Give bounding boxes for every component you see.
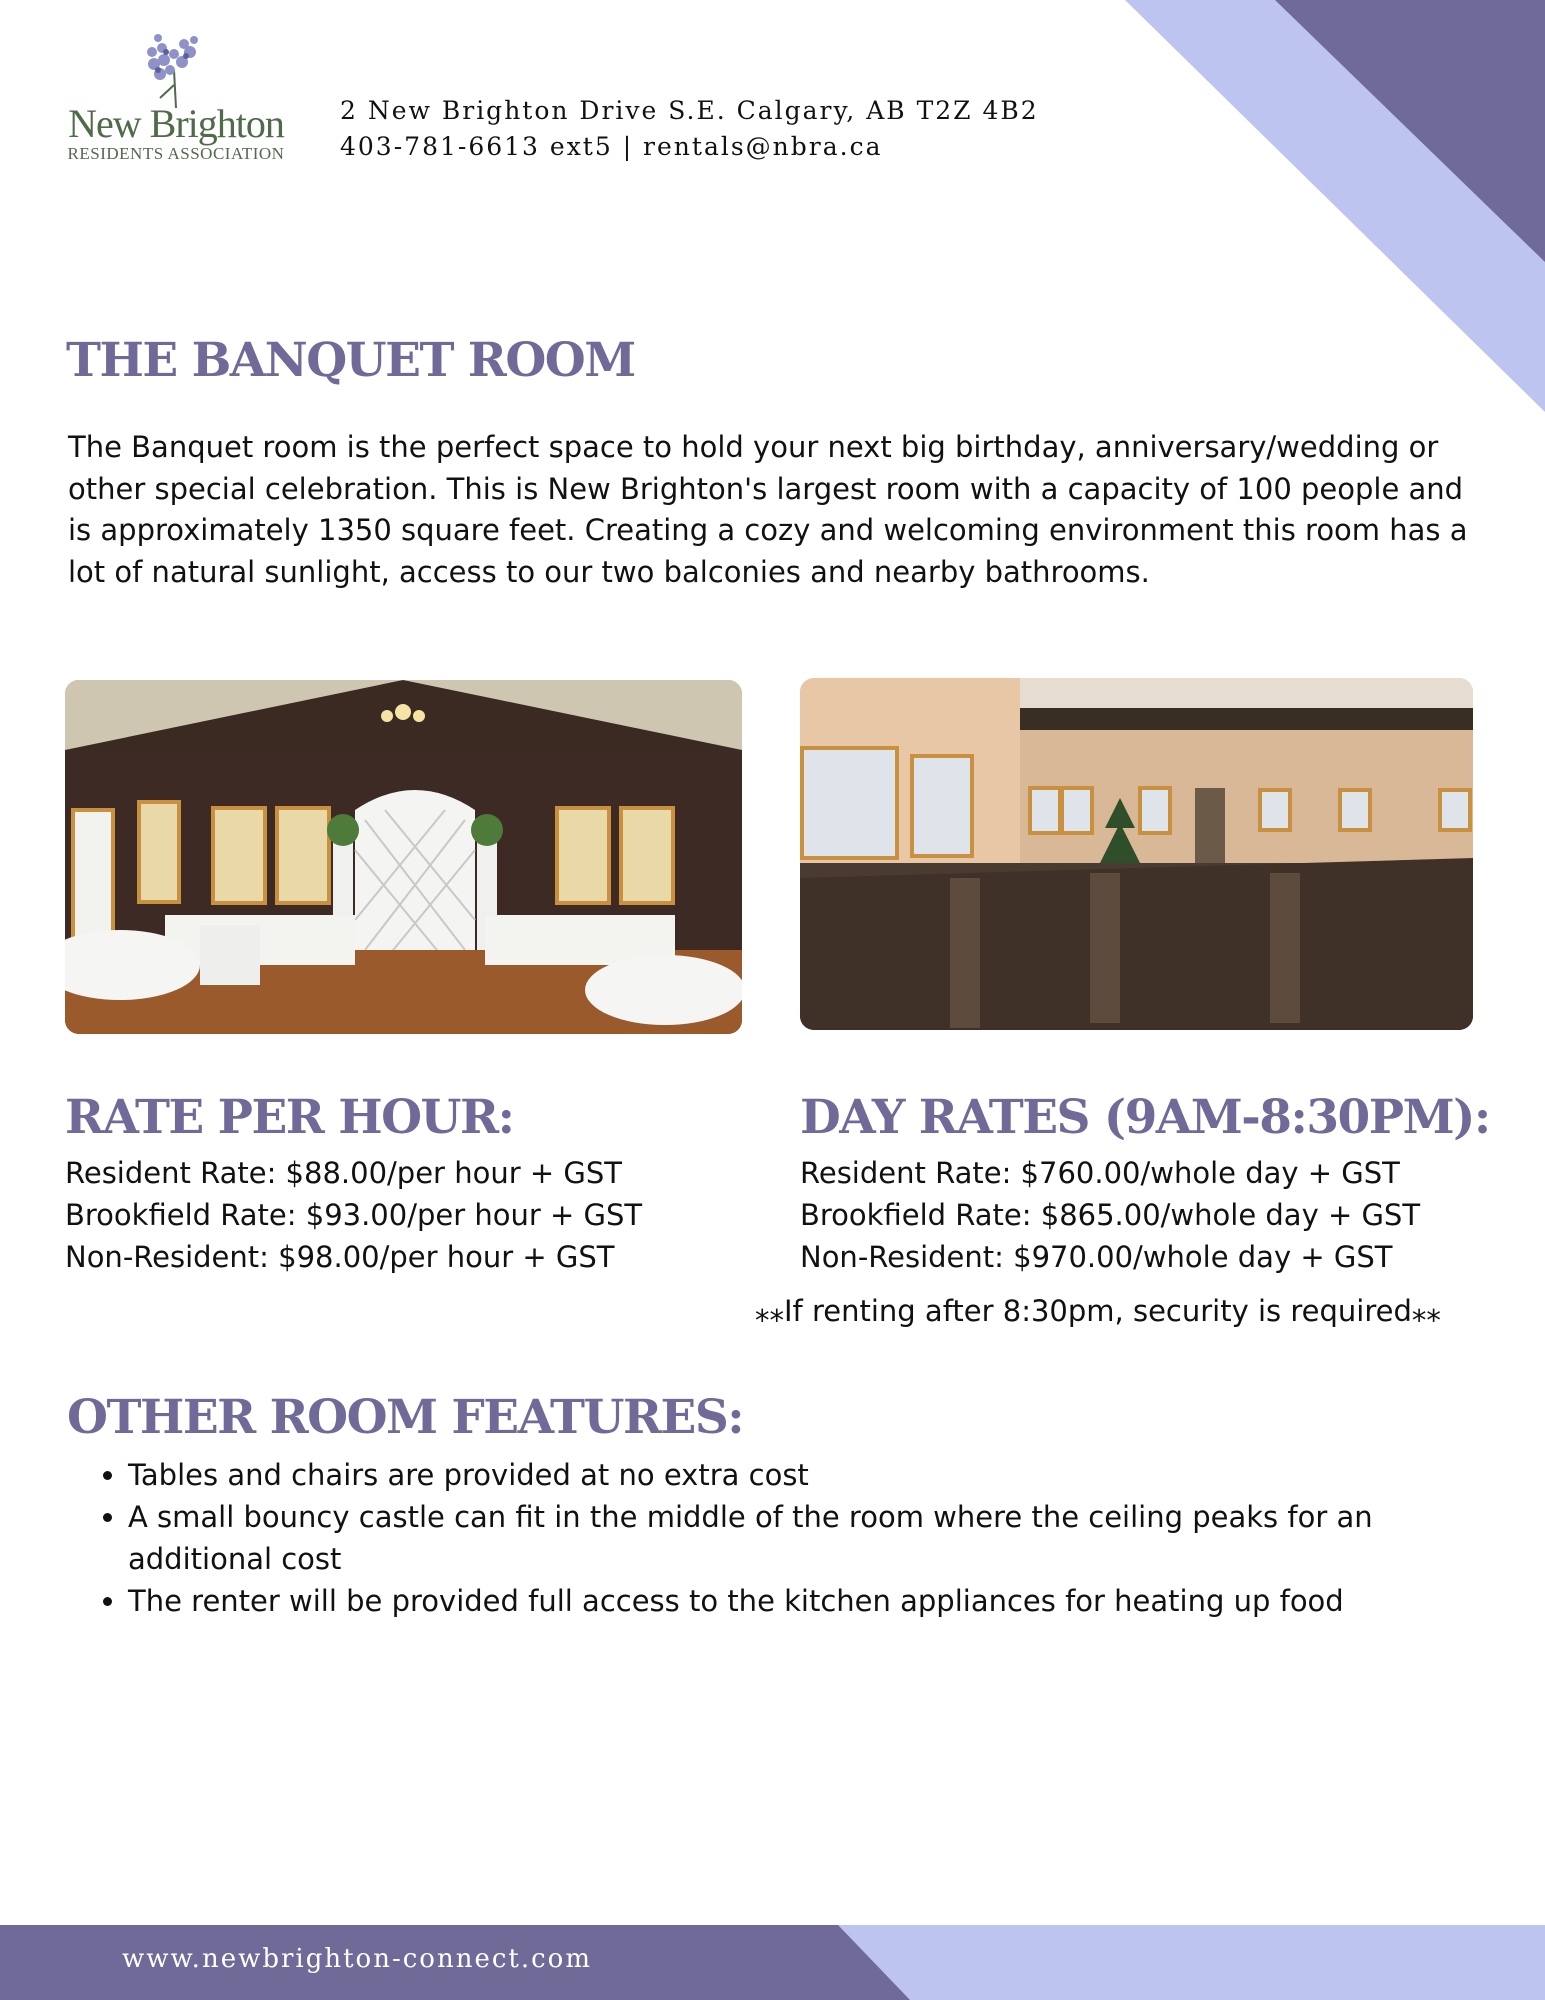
day-rates-list	[800, 1152, 1420, 1278]
list-item: • Tables and chairs are provided at no extra cost	[128, 1454, 1508, 1496]
features-list	[90, 1454, 1508, 1622]
logo-subtitle: RESIDENTS ASSOCIATION	[67, 144, 285, 163]
logo-name: New Brighton	[68, 101, 284, 146]
phone-email-text: 403-781-6613 ext5 | rentals@nbra.ca	[340, 132, 883, 161]
address-text: 2 New Brighton Drive S.E. Calgary, AB T2Z 4B2	[340, 96, 1039, 125]
footer	[0, 1925, 1545, 2000]
brookfield-hourly-rate: Brookfield Rate: $93.00/per hour + GST	[65, 1198, 643, 1232]
hourly-rates-title: RATE PER HOUR:	[65, 1090, 514, 1145]
empty-banquet-room-photo	[800, 678, 1473, 1030]
corner-decoration	[1125, 0, 1545, 420]
resident-hourly-rate: Resident Rate: $88.00/per hour + GST	[65, 1156, 622, 1190]
brookfield-day-rate: Brookfield Rate: $865.00/whole day + GST	[800, 1198, 1421, 1232]
page-title: THE BANQUET ROOM	[66, 333, 635, 388]
decorated-banquet-room-photo	[65, 680, 742, 1034]
list-item: • The renter will be provided full access to the kitchen appliances for heating up food	[128, 1580, 1508, 1622]
room-description: The Banquet room is the perfect space to hold your next big birthday, anniversary/wedding or other special celebration. This is New Brighton's largest room with a capacity of 100 people and is approximately 1350 square feet. Creating a cozy and welcoming environment this room has a lot of natural sunlight, access to our two balconies and nearby bathrooms.	[68, 430, 1468, 589]
day-rates-title: DAY RATES (9AM-8:30PM):	[800, 1090, 1490, 1145]
resident-day-rate: Resident Rate: $760.00/whole day + GST	[800, 1156, 1400, 1190]
hourly-rates-list	[65, 1152, 642, 1278]
features-title: OTHER ROOM FEATURES:	[67, 1390, 744, 1445]
security-note: ⁎⁎If renting after 8:30pm, security is required⁎⁎	[755, 1294, 1441, 1328]
logo	[30, 30, 322, 170]
non-resident-hourly-rate: Non-Resident: $98.00/per hour + GST	[65, 1240, 615, 1274]
contact-info	[340, 93, 1039, 165]
website-link[interactable]: www.newbrighton-connect.com	[122, 1944, 592, 1974]
list-item: • A small bouncy castle can fit in the middle of the room where the ceiling peaks for an additional cost	[128, 1496, 1508, 1580]
non-resident-day-rate: Non-Resident: $970.00/whole day + GST	[800, 1240, 1393, 1274]
lilac-flower-icon	[130, 30, 220, 110]
